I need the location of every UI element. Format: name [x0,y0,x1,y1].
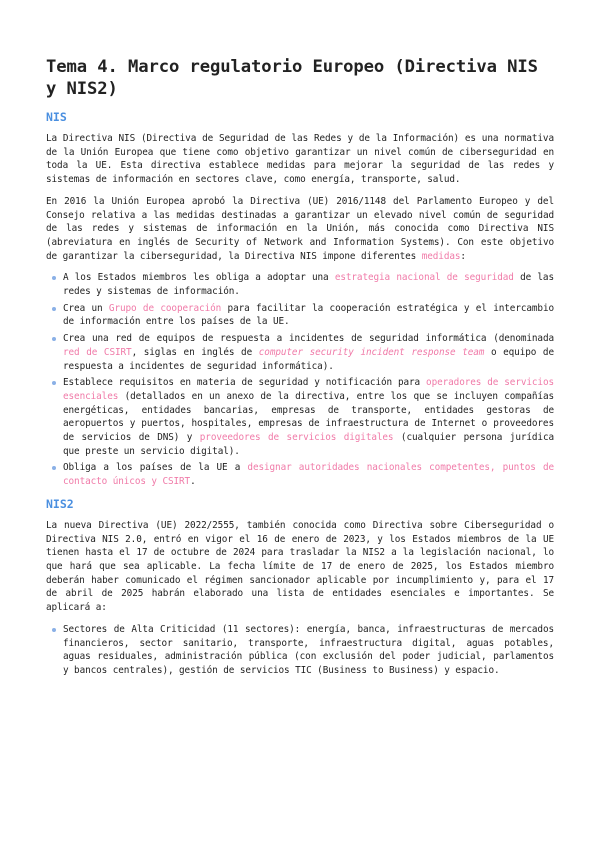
bullet-dot-icon [52,381,56,385]
nis-paragraph-2-text: En 2016 la Unión Europea aprobó la Directiva (UE) 2016/1148 del Parlamento Europeo y del Consejo relativa a las medidas destinadas a garantizar un elevado nivel común de seguridad de las redes y sistemas de información en la Unión, más conocida como Directiva NIS (abreviatura en inglés de Security of Network and Information Systems). Con este objetivo de garantizar la ciberseguridad, la Directiva NIS impone diferentes [46,195,554,262]
list-item [46,623,554,678]
list-item [46,332,554,373]
link-red-csirt[interactable]: red de CSIRT [63,346,132,358]
nis-measures-list [46,271,554,489]
nis2-paragraph-1: La nueva Directiva (UE) 2022/2555, también conocida como Directiva sobre Ciberseguridad o Directiva NIS 2.0, entró en vigor el 16 de enero de 2023, y los Estados miembros de la UE tienen hasta el 17 de octubre de 2024 para trasladar la NIS2 a la legislación nacional, lo que hará que sea aplicable. La fecha límite de 17 de enero de 2025, los Estados miembro deberán haber comunicado el régimen sancionador aplicable por incumplimiento y, para el 17 de abril de 2025 habrán elaborado una lista de entidades esenciales e importantes. Se aplicará a: [46,519,554,614]
nis-paragraph-2 [46,195,554,264]
list-item-text: para facilitar la cooperación estratégica y el intercambio de información entre los países de la UE. [63,302,554,328]
italic-term-csirt: computer security incident response team [258,346,485,358]
bullet-dot-icon [52,628,56,632]
nis2-sectors-list [46,623,554,678]
nis-paragraph-2-end: : [460,250,466,262]
bullet-dot-icon [52,307,56,311]
link-operadores-servicios-esenciales[interactable]: operadores de servicios esenciales [63,377,554,402]
link-proveedores-servicios-digitales[interactable]: proveedores de servicios digitales [199,432,394,444]
list-item [46,302,554,329]
list-item-text: o equipo de respuesta a incidentes de seguridad informática). [63,346,554,372]
link-grupo-cooperacion[interactable]: Grupo de cooperación [108,302,222,314]
section-heading-nis: NIS [46,110,67,124]
list-item-text: Crea un [63,302,109,314]
list-item-text: Obliga a los países de la UE a [63,462,248,474]
link-estrategia-nacional[interactable]: estrategia nacional de seguridad [334,272,514,284]
list-item-text: (cualquier persona jurídica que preste un servicio digital). [63,432,554,457]
bullet-dot-icon [52,276,56,280]
bullet-dot-icon [52,466,56,470]
page-title: Tema 4. Marco regulatorio Europeo (Directiva NIS y NIS2) [46,57,538,99]
bullet-dot-icon [52,337,56,341]
section-heading-nis2: NIS2 [46,496,74,511]
list-item-text: A los Estados miembros les obliga a adoptar una [63,272,335,284]
list-item [46,376,554,458]
list-item-text: (detallados en un anexo de la directiva, entre los que se incluyen compañías energéticas, entidades bancarias, empresas de transporte, entidades gestoras de aeropuertos y puertos, hospitales, empresas de infraestructura de Internet o proveedores de servicios de DNS) y [63,390,554,444]
list-item-text: de las redes y sistemas de información. [63,272,554,298]
list-item-text: Establece requisitos en materia de seguridad y notificación para [63,377,427,389]
link-medidas[interactable]: medidas [421,250,461,262]
list-item-text: Sectores de Alta Criticidad (11 sectores): energía, banca, infraestructuras de mercados financieros, sector sanitario, transporte, infraestructura digital, aguas potables, aguas residuales, administración pública (con exclusión del poder judicial, parlamentos y bancos centrales), gestión de servicios TIC (Business to Business) y espacio. [63,623,554,676]
section-nis [46,110,554,489]
list-item [46,271,554,298]
link-designar-autoridades[interactable]: designar autoridades nacionales competentes, puntos de contacto únicos y CSIRT [63,462,554,488]
list-item [46,461,554,488]
list-item-text: , siglas en inglés de [131,346,259,358]
section-nis2 [46,497,554,678]
nis-paragraph-1: La Directiva NIS (Directiva de Seguridad de las Redes y de la Información) es una normativa de la Unión Europea que tiene como objetivo garantizar un nivel común de ciberseguridad en toda la UE. Esta directiva establece medidas para mejorar la seguridad de las redes y sistemas de información en sectores clave, como energía, transporte, salud. [46,133,554,186]
list-item-text: Crea una red de equipos de respuesta a incidentes de seguridad informática (denominada [63,333,554,345]
list-item-text: . [190,476,196,488]
